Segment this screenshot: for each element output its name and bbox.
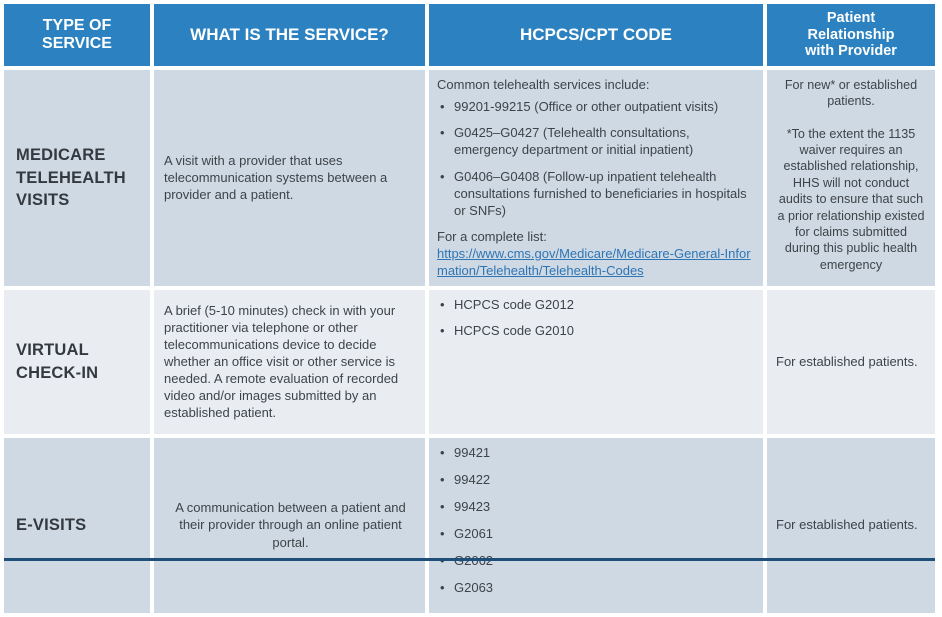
service-description-virtual-check-in: A brief (5-10 minutes) check in with your practitioner via telephone or other telecommunications device to decide whether an office visit or other service is needed. A remote evaluation of recorded video and/or images submitted by an established patient. [154, 290, 425, 434]
service-type-medicare-telehealth: MEDICARE TELEHEALTH VISITS [4, 70, 150, 286]
table-row-e-visits [4, 438, 935, 613]
relationship-cell-medicare-telehealth [767, 70, 935, 286]
codes-cell-e-visits [429, 438, 763, 613]
codes-list [437, 98, 755, 219]
relationship-text: For established patients. [776, 517, 918, 533]
header-what-is-the-service-label: WHAT IS THE SERVICE? [190, 25, 389, 45]
codes-list [437, 444, 755, 597]
service-type-virtual-check-in: VIRTUAL CHECK-IN [4, 290, 150, 434]
header-what-is-the-service [154, 4, 425, 66]
header-hcpcs-cpt-code [429, 4, 763, 66]
code-item: • HCPCS code G2010 [437, 322, 755, 339]
table-row-medicare-telehealth-visits [4, 70, 935, 286]
header-hcpcs-cpt-code-label: HCPCS/CPT CODE [519, 25, 673, 45]
header-type-of-service [4, 4, 150, 66]
header-patient-relationship-label: Patient Relationship with Provider [805, 9, 897, 60]
code-item: • G2063 [437, 579, 755, 596]
service-description-e-visits: A communication between a patient and their provider through an online patient portal. [154, 438, 425, 613]
table-row-virtual-check-in [4, 290, 935, 434]
code-item: • G0425–G0427 (Telehealth consultations, emergency department or initial inpatient) [437, 124, 755, 158]
code-item: • 99421 [437, 444, 755, 461]
telehealth-codes-link[interactable]: https://www.cms.gov/Medicare/Medicare-General-Information/Telehealth/Telehealth-Codes [437, 246, 751, 279]
code-item: • 99423 [437, 498, 755, 515]
codes-footer: For a complete list: [437, 229, 547, 245]
header-row [4, 4, 935, 66]
relationship-text: For established patients. [776, 353, 918, 369]
relationship-cell-e-visits [767, 438, 935, 613]
bottom-border-line [4, 558, 935, 561]
relationship-cell-virtual-check-in [767, 290, 935, 434]
code-item: • 99201-99215 (Office or other outpatient visits) [437, 98, 755, 115]
codes-cell-medicare-telehealth [429, 70, 763, 286]
relationship-note: *To the extent the 1135 waiver requires an established relationship, HHS will not conduct audits to ensure that such a prior relationship existed for claims submitted during this public health emergency [777, 126, 925, 272]
code-item: • HCPCS code G2012 [437, 296, 755, 313]
header-patient-relationship [767, 4, 935, 66]
codes-cell-virtual-check-in [429, 290, 763, 434]
header-type-of-service-label: TYPE OF SERVICE [42, 16, 112, 52]
service-type-e-visits: E-VISITS [4, 438, 150, 613]
code-item: • G0406–G0408 (Follow-up inpatient telehealth consultations furnished to beneficiaries in hospitals or SNFs) [437, 168, 755, 219]
service-description-medicare-telehealth: A visit with a provider that uses telecommunication systems between a provider and a patient. [154, 70, 425, 286]
relationship-text: For new* or established patients. [784, 78, 918, 109]
code-item: • G2061 [437, 525, 755, 542]
codes-intro: Common telehealth services include: [437, 77, 650, 92]
code-item: • 99422 [437, 471, 755, 488]
codes-list [437, 296, 755, 339]
